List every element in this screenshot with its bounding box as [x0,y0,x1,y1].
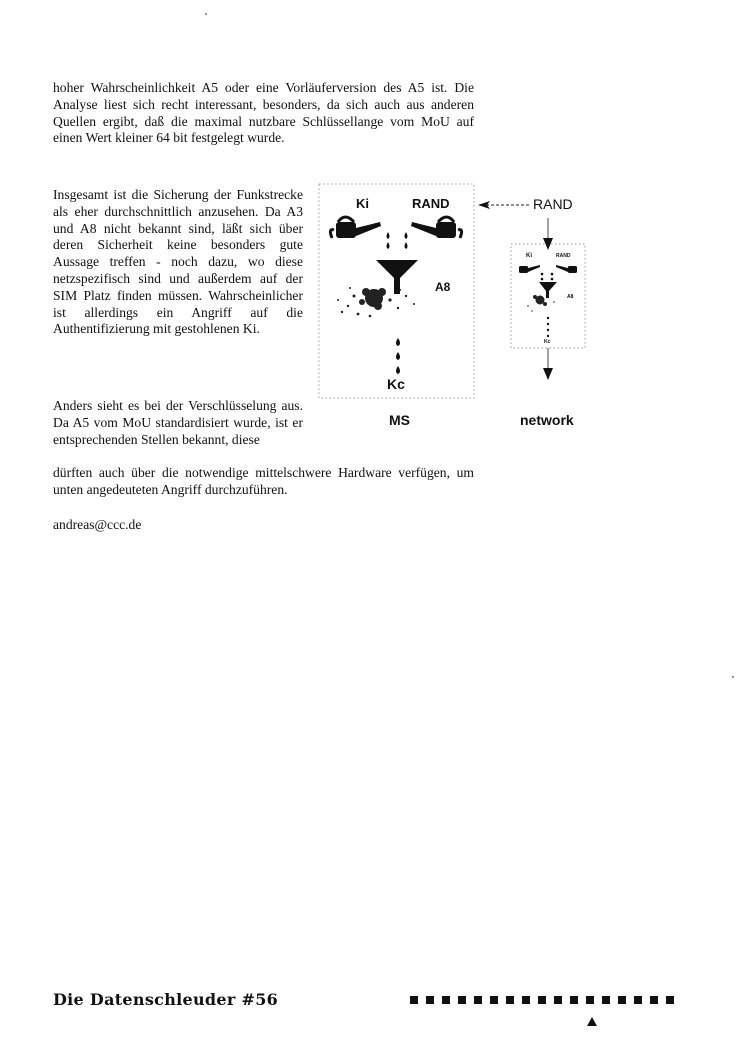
network-rand-small-label: RAND [556,253,571,259]
footer-square [634,996,642,1004]
network-watering-can-rand-icon [556,265,577,273]
network-rand-label: RAND [533,196,573,212]
author-email: andreas@ccc.de [53,517,142,532]
scan-speck [732,676,734,678]
ms-kc-label: Kc [387,376,405,392]
watering-can-rand-icon [411,217,462,238]
drops-icon [387,232,408,249]
security-paragraph: Insgesamt ist die Sicherung der Funkstrecke als eher durchschnittlich anzusehen. Da A3 und A8 nicht bekannt sind, läßt sich über deren Sicherheit keine besonders gute Aussage treffen - noch dazu, wo diese netzspezifisch sind und außerdem auf der SIM Platz finden müssen. Wahrscheinlicher ist allerdings ein Angriff auf die Authentifizierung mit gestohlenen Ki. [53,187,303,337]
a8-key-generation-diagram [314,178,604,438]
footer-square [602,996,610,1004]
encryption-paragraph-start: Anders sieht es bei der Verschlüsselung aus. Da A5 vom MoU standardisiert wurde, ist er entsprechenden Stellen bekannt, diese [53,398,303,447]
footer-square [506,996,514,1004]
watering-can-ki-icon [330,217,381,238]
ms-a8-label: A8 [435,280,451,294]
up-arrow-icon [587,1017,597,1026]
footer-square [586,996,594,1004]
footer-square-bar [410,996,674,1005]
footer-square [538,996,546,1004]
scan-speck [205,13,207,15]
network-splat-icon [527,295,555,312]
network-caption: network [520,412,574,428]
footer-square [650,996,658,1004]
footer-square [458,996,466,1004]
network-ki-label: Ki [526,253,532,259]
encryption-paragraph-end: dürften auch über die notwendige mittelschwere Hardware verfügen, um unten angedeuteten Angriff durchzuführen. [53,465,474,497]
footer-square [474,996,482,1004]
ms-caption: MS [389,412,410,428]
footer-square [618,996,626,1004]
network-a8-label: A8 [567,294,574,300]
network-drops-icon [541,273,554,281]
intro-paragraph: hoher Wahrscheinlichkeit A5 oder eine Vorläuferversion des A5 ist. Die Analyse liest sich recht interessant, besonders, da sich auch aus anderen Quellen ergibt, daß die maximal nutzbare Schlüssellange vom MoU auf einen Wert kleiner 64 bit festgelegt wurde. [53,80,474,146]
network-output-arrow [543,368,553,380]
footer-square [570,996,578,1004]
footer-square [410,996,418,1004]
network-kc-label: Kc [544,339,551,345]
network-funnel-icon [539,282,557,298]
magazine-footer-title: Die Datenschleuder #56 [53,990,279,1009]
footer-square [522,996,530,1004]
network-kc-drops-icon [547,317,549,337]
footer-square [666,996,674,1004]
footer-square [442,996,450,1004]
network-watering-can-ki-icon [519,265,540,273]
footer-square [426,996,434,1004]
diagram-graphics [314,178,604,438]
footer-square [554,996,562,1004]
kc-drops-icon [396,338,400,374]
footer-square [490,996,498,1004]
ms-ki-label: Ki [356,196,369,211]
a8-splat-icon [337,287,415,317]
ms-rand-label: RAND [412,196,450,211]
